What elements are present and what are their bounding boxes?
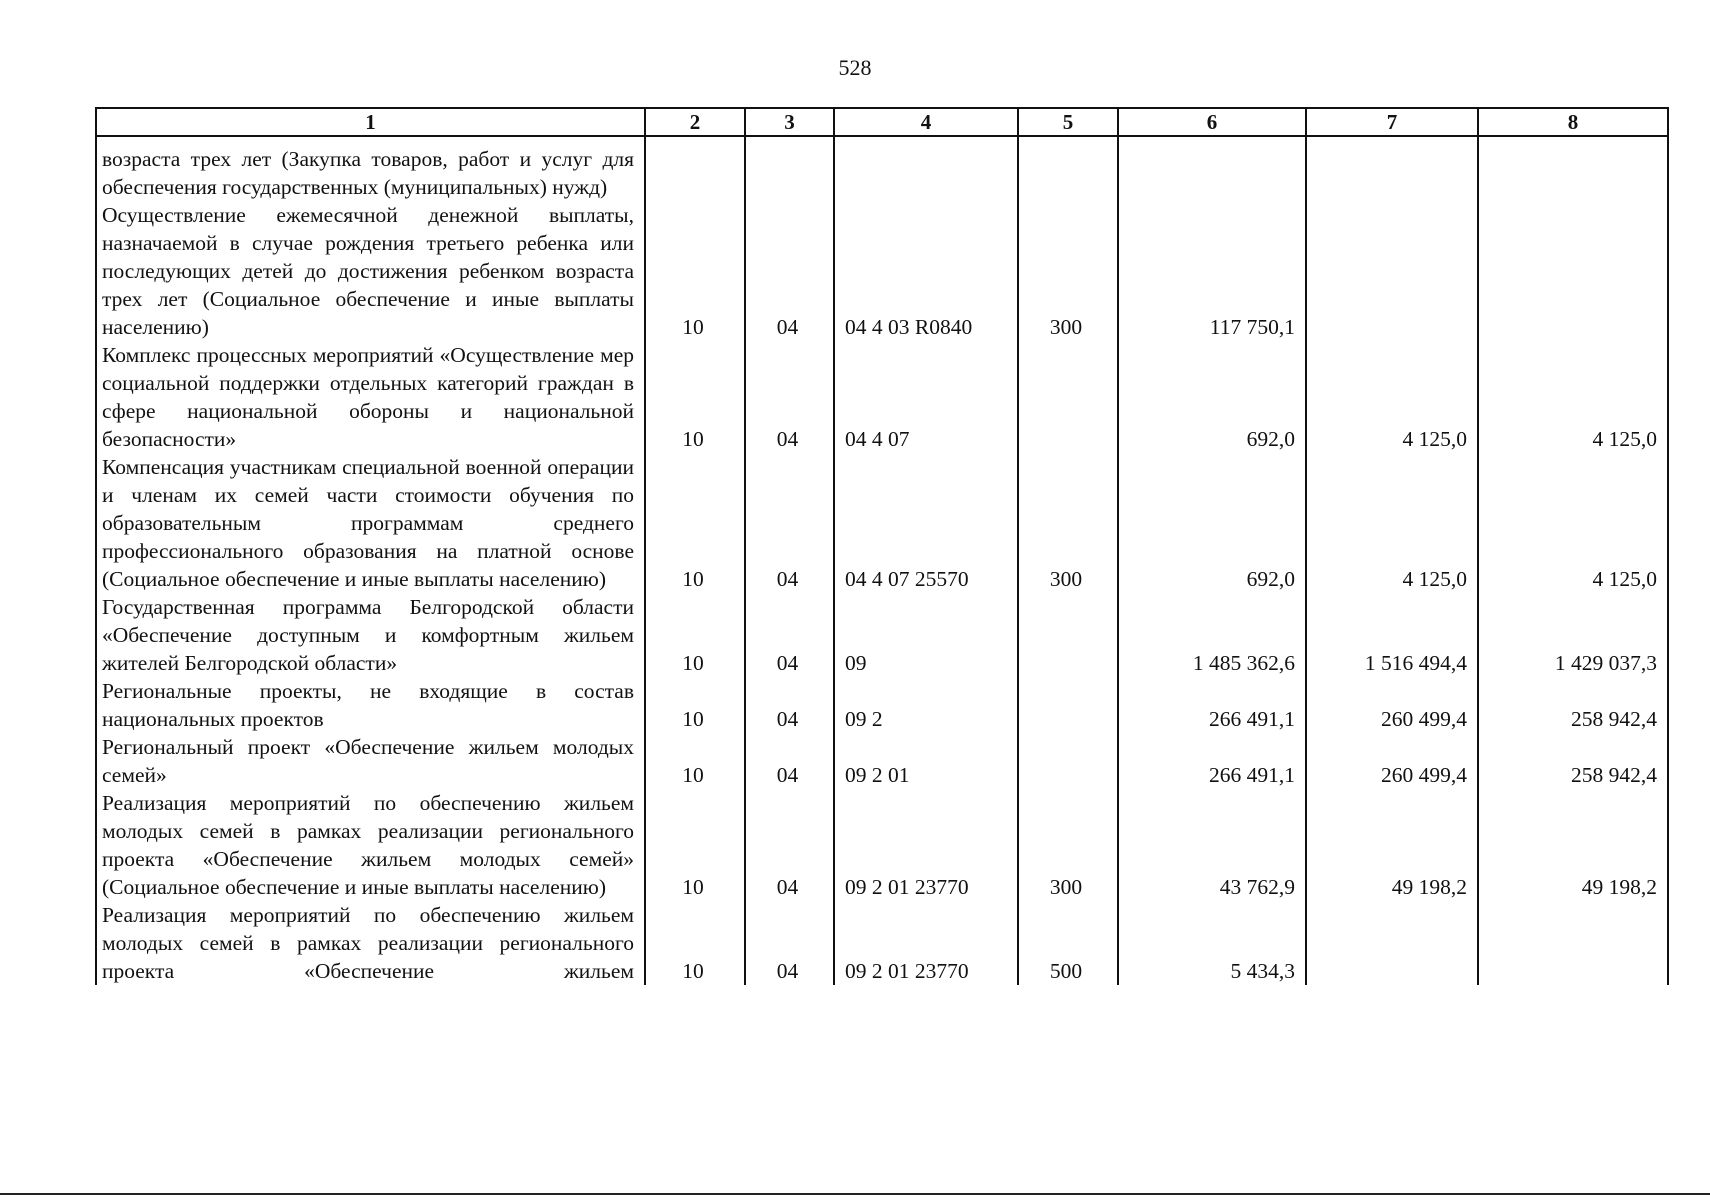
cell-expense-type: 300 <box>1018 789 1118 901</box>
table-body <box>96 136 1668 985</box>
header-col-6: 6 <box>1118 108 1306 136</box>
cell-amount-8 <box>1478 201 1668 341</box>
cell-amount-8: 49 198,2 <box>1478 789 1668 901</box>
cell-amount-8 <box>1478 136 1668 201</box>
cell-amount-6: 266 491,1 <box>1118 677 1306 733</box>
cell-target-article: 04 4 07 <box>834 341 1018 453</box>
row-name: Региональный проект «Обеспечение жильем молодых семей» <box>96 733 645 789</box>
cell-amount-7: 260 499,4 <box>1306 677 1478 733</box>
cell-amount-7 <box>1306 136 1478 201</box>
page-number: 528 <box>838 55 872 80</box>
cell-expense-type <box>1018 136 1118 201</box>
cell-expense-type <box>1018 341 1118 453</box>
cell-target-article: 04 4 03 R0840 <box>834 201 1018 341</box>
cell-section: 10 <box>645 201 745 341</box>
cell-amount-6: 1 485 362,6 <box>1118 593 1306 677</box>
cell-amount-7: 1 516 494,4 <box>1306 593 1478 677</box>
cell-expense-type: 500 <box>1018 901 1118 985</box>
cell-section: 10 <box>645 593 745 677</box>
cell-expense-type <box>1018 677 1118 733</box>
cell-amount-7: 260 499,4 <box>1306 733 1478 789</box>
header-col-7: 7 <box>1306 108 1478 136</box>
cell-subsection <box>745 136 834 201</box>
cell-subsection: 04 <box>745 733 834 789</box>
cell-target-article: 09 <box>834 593 1018 677</box>
cell-amount-7: 49 198,2 <box>1306 789 1478 901</box>
row-name: Осуществление ежемесячной денежной выплаты, назначаемой в случае рождения третьего ребенка или последующих детей до достижения ребенком возраста трех лет (Социальное обеспечение и иные выплаты населению) <box>96 201 645 341</box>
cell-subsection: 04 <box>745 789 834 901</box>
cell-target-article: 09 2 01 <box>834 733 1018 789</box>
cell-expense-type: 300 <box>1018 453 1118 593</box>
cell-subsection: 04 <box>745 453 834 593</box>
cell-subsection: 04 <box>745 593 834 677</box>
row-name: возраста трех лет (Закупка товаров, работ и услуг для обеспечения государственных (муниципальных) нужд) <box>96 136 645 201</box>
table-row <box>96 733 1668 789</box>
header-col-4: 4 <box>834 108 1018 136</box>
table-row <box>96 136 1668 201</box>
cell-section: 10 <box>645 453 745 593</box>
scan-bottom-edge <box>0 1193 1710 1195</box>
cell-amount-8: 1 429 037,3 <box>1478 593 1668 677</box>
row-name: Региональные проекты, не входящие в состав национальных проектов <box>96 677 645 733</box>
row-name: Реализация мероприятий по обеспечению жильем молодых семей в рамках реализации регионального проекта «Обеспечение жильем молодых семей» (Социальное обеспечение и иные выплаты населению) <box>96 789 645 901</box>
row-name: Государственная программа Белгородской области «Обеспечение доступным и комфортным жильем жителей Белгородской области» <box>96 593 645 677</box>
cell-amount-6: 266 491,1 <box>1118 733 1306 789</box>
cell-target-article: 09 2 01 23770 <box>834 901 1018 985</box>
cell-target-article: 04 4 07 25570 <box>834 453 1018 593</box>
table-row <box>96 593 1668 677</box>
cell-amount-8: 4 125,0 <box>1478 341 1668 453</box>
cell-amount-6: 692,0 <box>1118 341 1306 453</box>
cell-amount-7: 4 125,0 <box>1306 453 1478 593</box>
cell-amount-6: 117 750,1 <box>1118 201 1306 341</box>
cell-target-article: 09 2 01 23770 <box>834 789 1018 901</box>
header-col-2: 2 <box>645 108 745 136</box>
cell-amount-7 <box>1306 201 1478 341</box>
cell-subsection: 04 <box>745 677 834 733</box>
cell-section <box>645 136 745 201</box>
budget-table <box>95 107 1669 985</box>
header-row <box>96 108 1668 136</box>
cell-amount-8: 258 942,4 <box>1478 677 1668 733</box>
table-row <box>96 201 1668 341</box>
table-header <box>96 108 1668 136</box>
cell-amount-6 <box>1118 136 1306 201</box>
cell-section: 10 <box>645 341 745 453</box>
table-row <box>96 901 1668 985</box>
cell-amount-6: 692,0 <box>1118 453 1306 593</box>
cell-amount-8 <box>1478 901 1668 985</box>
table-row <box>96 453 1668 593</box>
cell-amount-6: 43 762,9 <box>1118 789 1306 901</box>
cell-expense-type: 300 <box>1018 201 1118 341</box>
cell-subsection: 04 <box>745 901 834 985</box>
cell-amount-7 <box>1306 901 1478 985</box>
cell-section: 10 <box>645 789 745 901</box>
cell-target-article <box>834 136 1018 201</box>
row-name: Реализация мероприятий по обеспечению жильем молодых семей в рамках реализации регионального проекта «Обеспечение жильем <box>96 901 645 985</box>
cell-section: 10 <box>645 733 745 789</box>
cell-amount-7: 4 125,0 <box>1306 341 1478 453</box>
header-col-1: 1 <box>96 108 645 136</box>
row-name: Компенсация участникам специальной военной операции и членам их семей части стоимости обучения по образовательным программам среднего профессионального образования на платной основе (Социальное обеспечение и иные выплаты населению) <box>96 453 645 593</box>
table-row <box>96 677 1668 733</box>
header-col-5: 5 <box>1018 108 1118 136</box>
row-name: Комплекс процессных мероприятий «Осуществление мер социальной поддержки отдельных категорий граждан в сфере национальной обороны и национальной безопасности» <box>96 341 645 453</box>
cell-subsection: 04 <box>745 201 834 341</box>
cell-section: 10 <box>645 677 745 733</box>
header-col-3: 3 <box>745 108 834 136</box>
cell-section: 10 <box>645 901 745 985</box>
table-row <box>96 341 1668 453</box>
table-row <box>96 789 1668 901</box>
cell-target-article: 09 2 <box>834 677 1018 733</box>
cell-amount-8: 258 942,4 <box>1478 733 1668 789</box>
cell-subsection: 04 <box>745 341 834 453</box>
cell-expense-type <box>1018 593 1118 677</box>
cell-expense-type <box>1018 733 1118 789</box>
cell-amount-6: 5 434,3 <box>1118 901 1306 985</box>
cell-amount-8: 4 125,0 <box>1478 453 1668 593</box>
header-col-8: 8 <box>1478 108 1668 136</box>
